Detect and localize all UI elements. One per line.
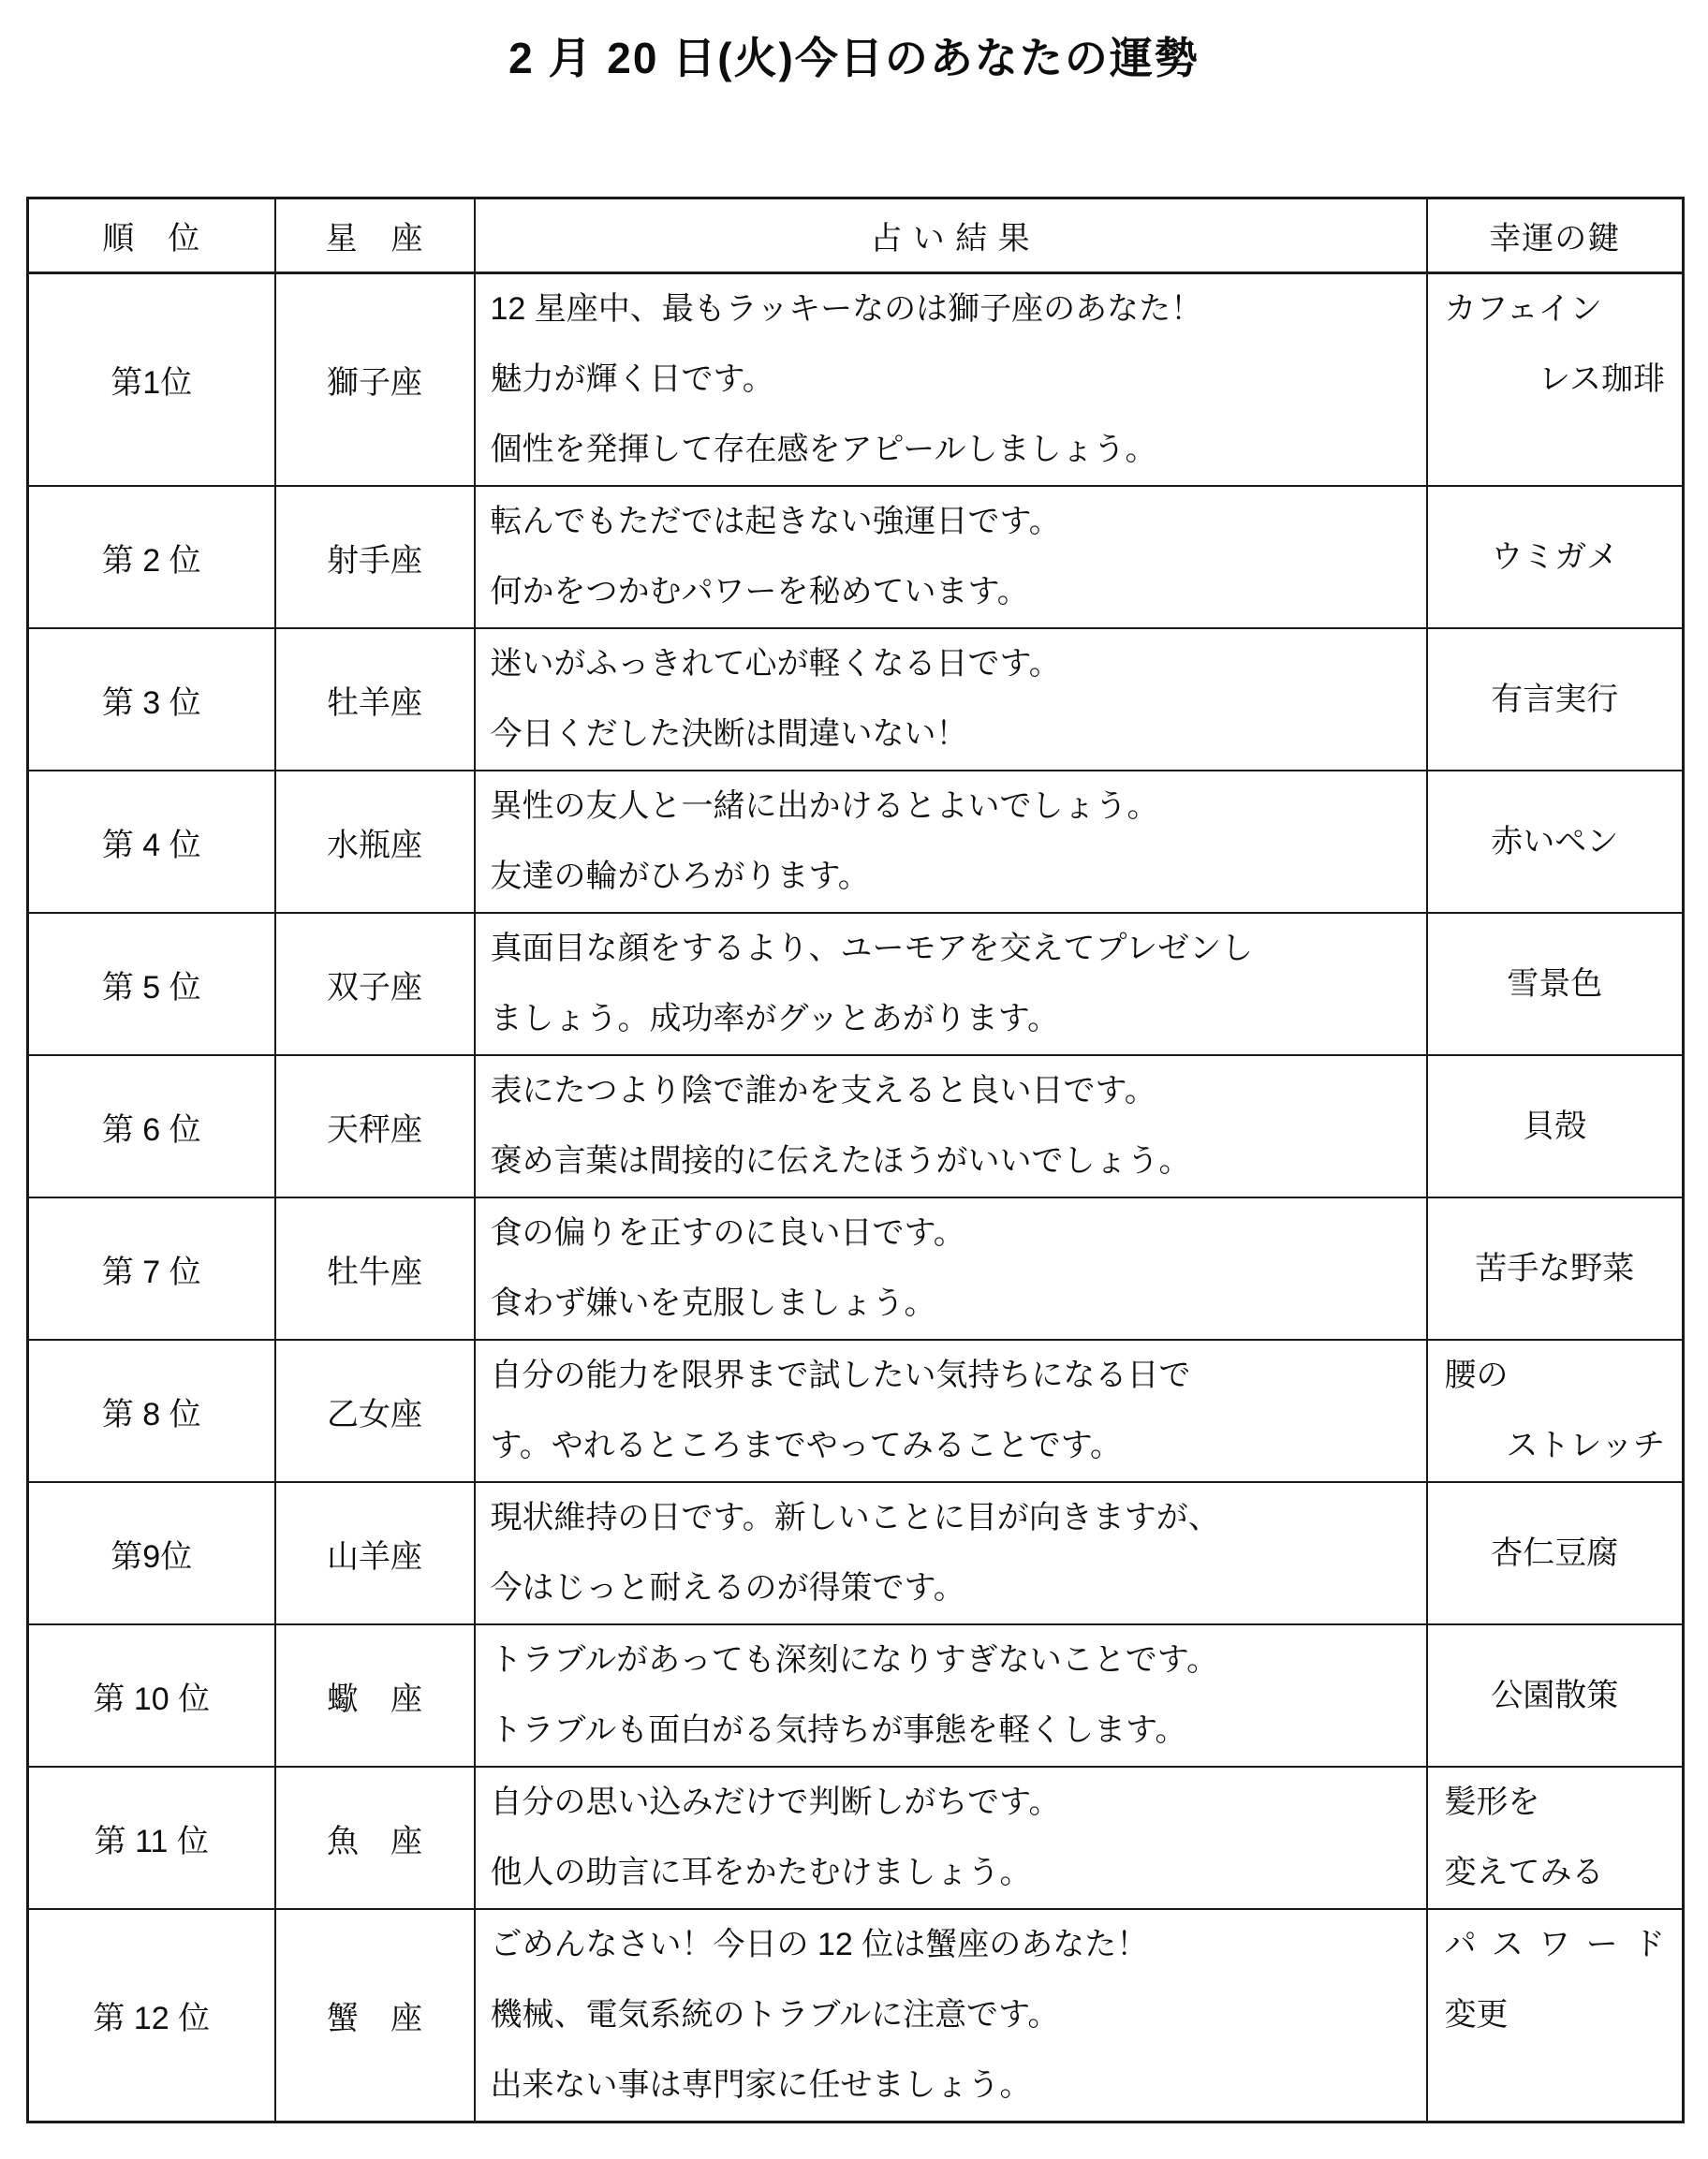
table-row [28, 1482, 1684, 1624]
lucky-line: 雪景色 [1507, 965, 1603, 1002]
table-row [28, 628, 1684, 771]
fortune-cell [475, 771, 1427, 913]
rank-cell: 第 4 位 [28, 771, 275, 913]
table-row [28, 1624, 1684, 1767]
fortune-line: 自分の思い込みだけで判断しがちです。 [490, 1784, 1061, 1820]
lucky-cell [1427, 1482, 1684, 1624]
fortune-cell [475, 1482, 1427, 1624]
rank-cell: 第 6 位 [28, 1055, 275, 1197]
rank-cell: 第 2 位 [28, 486, 275, 628]
fortune-line: 今はじっと耐えるのが得策です。 [490, 1570, 965, 1606]
fortune-line: す。やれるところまでやってみることです。 [490, 1428, 1123, 1463]
col-header-sign: 星 座 [275, 198, 475, 273]
fortune-cell [475, 486, 1427, 628]
sign-cell: 魚 座 [275, 1767, 475, 1909]
fortune-cell [475, 1197, 1427, 1340]
col-header-result: 占 い 結 果 [475, 198, 1427, 273]
fortune-cell [475, 1055, 1427, 1197]
fortune-line: 褒め言葉は間接的に伝えたほうがいいでしょう。 [490, 1143, 1191, 1179]
table-body [28, 273, 1684, 2122]
header-row [28, 198, 1684, 273]
fortune-line: 個性を発揮して存在感をアピールしましょう。 [490, 432, 1157, 467]
lucky-line: 苦手な野菜 [1475, 1250, 1635, 1286]
lucky-cell [1427, 273, 1684, 487]
table-row [28, 1909, 1684, 2122]
lucky-line: ストレッチ [1506, 1428, 1665, 1463]
table-header [28, 198, 1684, 273]
lucky-cell [1427, 486, 1684, 628]
table-row [28, 1197, 1684, 1340]
lucky-line: 杏仁豆腐 [1491, 1535, 1619, 1571]
table-row [28, 1767, 1684, 1909]
fortune-cell [475, 273, 1427, 487]
rank-cell: 第 8 位 [28, 1340, 275, 1482]
rank-cell: 第 7 位 [28, 1197, 275, 1340]
rank-cell: 第 11 位 [28, 1767, 275, 1909]
sign-cell: 乙女座 [275, 1340, 475, 1482]
fortune-line: 他人の助言に耳をかたむけましょう。 [490, 1855, 1032, 1890]
sign-cell: 射手座 [275, 486, 475, 628]
lucky-line: 変更 [1444, 1997, 1509, 2033]
fortune-line: 12 星座中、最もラッキーなのは獅子座のあなた！ [490, 291, 1203, 327]
fortune-line: 現状維持の日です。新しいことに目が向きますが、 [490, 1500, 1220, 1535]
table-row [28, 1055, 1684, 1197]
col-header-rank: 順 位 [28, 198, 275, 273]
sign-cell: 蟹 座 [275, 1909, 475, 2122]
lucky-cell [1427, 1767, 1684, 1909]
lucky-line: カフェイン [1444, 291, 1602, 327]
fortune-cell [475, 913, 1427, 1055]
fortune-line: 食の偏りを正すのに良い日です。 [490, 1215, 965, 1251]
lucky-line: ウミガメ [1491, 538, 1619, 575]
lucky-cell [1427, 1055, 1684, 1197]
fortune-line: 食わず嫌いを克服しましょう。 [490, 1285, 936, 1321]
fortune-line: 真面目な顔をするより、ユーモアを交えてプレゼンし [490, 931, 1254, 966]
fortune-line: 表にたつより陰で誰かを支えると良い日です。 [490, 1073, 1156, 1109]
sign-cell: 獅子座 [275, 273, 475, 487]
table-row [28, 486, 1684, 628]
lucky-line: 髪形を [1444, 1784, 1540, 1820]
lucky-line: 公園散策 [1491, 1677, 1619, 1713]
rank-cell: 第 10 位 [28, 1624, 275, 1767]
lucky-line: 変えてみる [1444, 1855, 1604, 1890]
lucky-cell [1427, 771, 1684, 913]
page-title: 2 月 20 日(火)今日のあなたの運勢 [508, 34, 1200, 82]
fortune-cell [475, 1624, 1427, 1767]
fortune-line: 自分の能力を限界まで試したい気持ちになる日で [490, 1358, 1191, 1393]
fortune-cell [475, 1767, 1427, 1909]
sign-cell: 牡羊座 [275, 628, 475, 771]
fortune-line: トラブルがあっても深刻になりすぎないことです。 [490, 1642, 1219, 1678]
lucky-line: 腰の [1444, 1358, 1509, 1393]
sign-cell: 蠍 座 [275, 1624, 475, 1767]
fortune-line: 何かをつかむパワーを秘めています。 [490, 574, 1029, 610]
fortune-line: 機械、電気系統のトラブルに注意です。 [490, 1997, 1060, 2033]
lucky-line: 有言実行 [1491, 681, 1619, 717]
fortune-line: トラブルも面白がる気持ちが事態を軽くします。 [490, 1712, 1187, 1748]
sign-cell: 天秤座 [275, 1055, 475, 1197]
lucky-line: レス珈琲 [1539, 361, 1665, 397]
sign-cell: 双子座 [275, 913, 475, 1055]
table-row [28, 771, 1684, 913]
fortune-line: 出来ない事は専門家に任せましょう。 [490, 2067, 1032, 2103]
fortune-line: 迷いがふっきれて心が軽くなる日です。 [490, 646, 1061, 682]
fortune-line: ごめんなさい！今日の 12 位は蟹座のあなた！ [490, 1927, 1149, 1962]
lucky-cell [1427, 1340, 1684, 1482]
lucky-cell [1427, 1197, 1684, 1340]
fortune-line: ましょう。成功率がグッとあがります。 [490, 1001, 1060, 1036]
table-row [28, 273, 1684, 487]
sign-cell: 牡牛座 [275, 1197, 475, 1340]
rank-cell: 第 3 位 [28, 628, 275, 771]
lucky-line: パスワード [1444, 1927, 1665, 1962]
fortune-line: 友達の輪がひろがります。 [490, 859, 870, 894]
fortune-line: 魅力が輝く日です。 [490, 361, 774, 397]
lucky-cell [1427, 1624, 1684, 1767]
lucky-line: 貝殻 [1523, 1108, 1587, 1144]
rank-cell: 第 5 位 [28, 913, 275, 1055]
lucky-cell [1427, 913, 1684, 1055]
table-row [28, 1340, 1684, 1482]
fortune-line: 異性の友人と一緒に出かけるとよいでしょう。 [490, 788, 1159, 824]
horoscope-table [26, 197, 1685, 2123]
lucky-cell [1427, 1909, 1684, 2122]
table-row [28, 913, 1684, 1055]
fortune-line: 今日くだした決断は間違いない！ [490, 716, 968, 752]
lucky-cell [1427, 628, 1684, 771]
fortune-cell [475, 1340, 1427, 1482]
fortune-line: 転んでもただでは起きない強運日です。 [490, 504, 1061, 539]
rank-cell: 第1位 [28, 273, 275, 487]
fortune-cell [475, 1909, 1427, 2122]
lucky-line: 赤いペン [1491, 823, 1619, 859]
col-header-lucky: 幸運の鍵 [1427, 198, 1684, 273]
fortune-cell [475, 628, 1427, 771]
rank-cell: 第 12 位 [28, 1909, 275, 2122]
sign-cell: 山羊座 [275, 1482, 475, 1624]
sign-cell: 水瓶座 [275, 771, 475, 913]
rank-cell: 第9位 [28, 1482, 275, 1624]
